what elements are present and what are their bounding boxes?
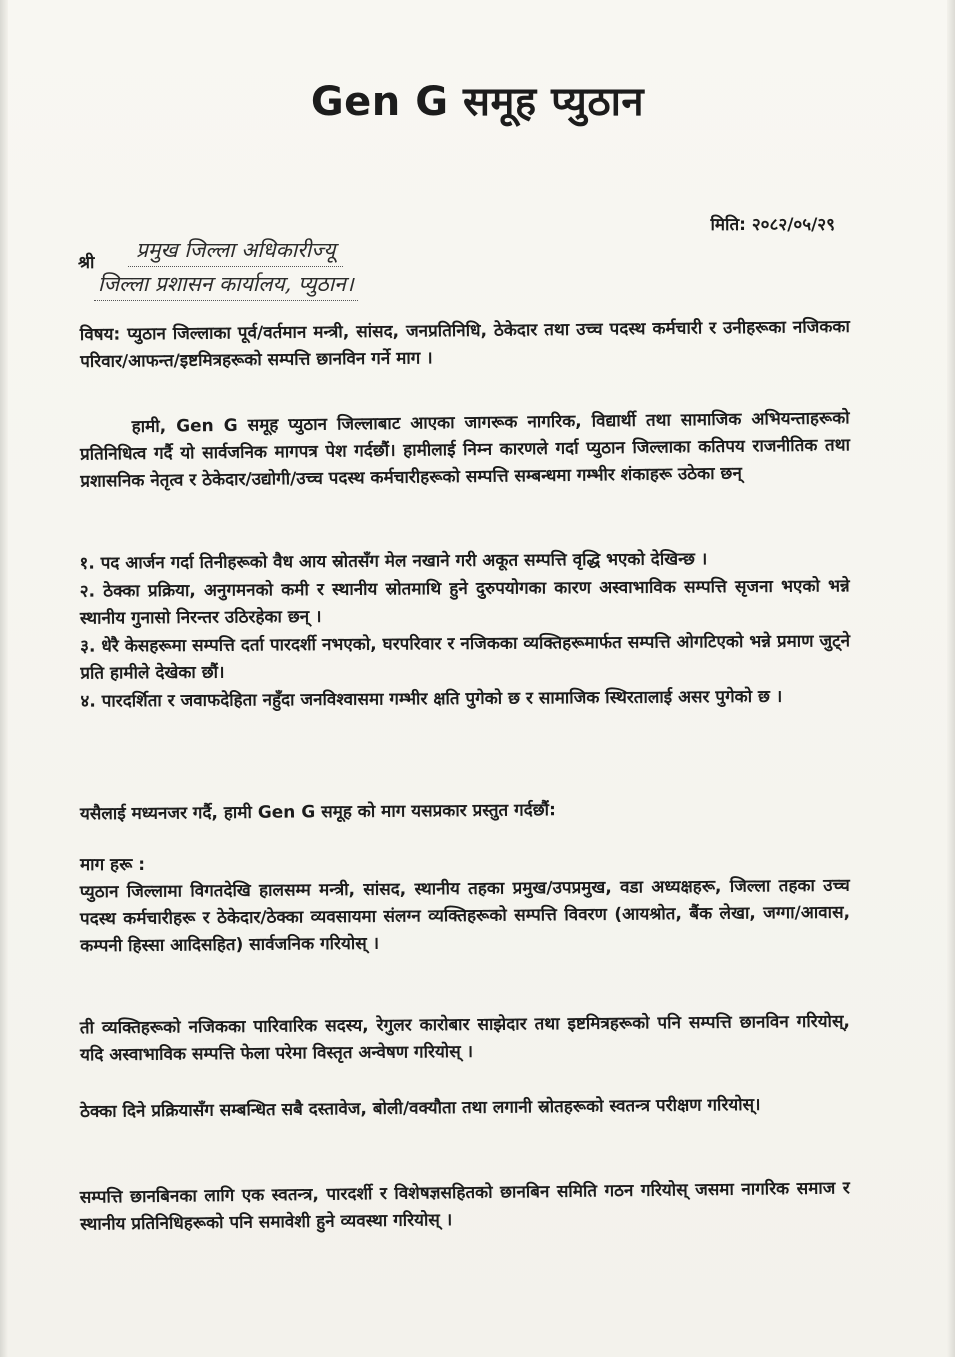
concern-point: ४. पारदर्शिता र जवाफदेहिता नहुँदा जनविश्वासमा गम्भीर क्षति पुगेको छ र सामाजिक स्थिरतालाई असर पुगेको छ । (80, 686, 783, 712)
concern-points (79, 545, 850, 716)
letter-subject: विषय: प्युठान जिल्लाका पूर्व/वर्तमान मन्त्री, सांसद, जनप्रतिनिधि, ठेकेदार तथा उच्च पदस्थ कर्मचारी र उनीहरूका नजिकका परिवार/आफन्त/इष्टमित्रहरूको सम्पत्ति छानविन गर्ने माग । (79, 316, 850, 373)
demand-item: ती व्यक्तिहरूको नजिकका पारिवारिक सदस्य, रेगुलर कारोबार साझेदार तथा इष्टमित्रहरूको पनि सम्पत्ति छानविन गरियोस्, यदि अस्वाभाविक सम्पत्ति फेला परेमा विस्तृत अन्वेषण गरियोस् । (79, 1011, 850, 1066)
demands-heading: माग हरू : (80, 855, 146, 875)
letter-date: मिति: २०८२/०५/२९ (710, 215, 835, 235)
intro-paragraph: हामी, Gen G समूह प्युठान जिल्लाबाट आएका जागरूक नागरिक, विद्यार्थी तथा सामाजिक अभियन्ताहरूको प्रतिनिधित्व गर्दै यो सार्वजनिक मागपत्र पेश गर्दछौं। हामीलाई निम्न कारणले गर्दा प्युठान जिल्लाका कतिपय राजनीतिक तथा प्रशासनिक नेतृत्व र ठेकेदार/उद्योगी/उच्च पदस्थ कर्मचारीहरूको सम्पत्ति सम्बन्धमा गम्भीर शंकाहरू उठेका छन् (79, 408, 851, 492)
demand-item: ठेक्का दिने प्रक्रियासँग सम्बन्धित सबै दस्तावेज, बोली/वक्यौता तथा लगानी स्रोतहरूको स्वतन्त्र परीक्षण गरियोस्। (79, 1094, 761, 1123)
demands-lead: यसैलाई मध्यनजर गर्दै, हामी Gen G समूह को माग यसप्रकार प्रस्तुत गर्दछौं: (79, 800, 556, 825)
concern-point: २. ठेक्का प्रक्रिया, अनुगमनको कमी र स्थानीय स्रोतमाथि हुने दुरुपयोगका कारण अस्वाभाविक सम्पत्ति सृजना भएको भन्ने स्थानीय गुनासो निरन्तर उठिरहेका छन् । (79, 576, 850, 629)
recipient-line-1: प्रमुख जिल्ला अधिकारीज्यू (128, 236, 343, 267)
recipient-line-2: जिल्ला प्रशासन कार्यालय, प्युठान। (94, 270, 358, 301)
demand-item: प्युठान जिल्लामा विगतदेखि हालसम्म मन्त्री, सांसद, स्थानीय तहका प्रमुख/उपप्रमुख, वडा अध्यक्षहरू, जिल्ला तहका उच्च पदस्थ कर्मचारीहरू र ठेकेदार/ठेक्का व्यवसायमा संलग्न व्यक्तिहरूको सम्पत्ति विवरण (आयश्रोत, बैंक लेखा, जग्गा/आवास, कम्पनी हिस्सा आदिसहित) सार्वजनिक गरियोस् । (79, 875, 851, 957)
concern-point: ३. धेरै केसहरूमा सम्पत्ति दर्ता पारदर्शी नभएको, घरपरिवार र नजिकका व्यक्तिहरूमार्फत सम्पत्ति ओगटिएको भन्ने प्रमाण जुट्ने प्रति हामीले देखेका छौं। (80, 631, 851, 684)
concern-point: १. पद आर्जन गर्दा तिनीहरूको वैध आय स्रोतसँग मेल नखाने गरी अकूत सम्पत्ति वृद्धि भएको देखिन्छ । (79, 549, 708, 574)
paper-edge-right (947, 0, 955, 1357)
paper-edge-left (0, 0, 8, 1357)
recipient-prefix: श्री (78, 253, 95, 273)
demand-item: सम्पत्ति छानबिनका लागि एक स्वतन्त्र, पारदर्शी र विशेषज्ञसहितको छानबिन समिति गठन गरियोस् जसमा नागरिक समाज र स्थानीय प्रतिनिधिहरूको पनि समावेशी हुने व्यवस्था गरियोस् । (79, 1178, 850, 1235)
letter-title: Gen G समूह प्युठान (310, 79, 645, 125)
